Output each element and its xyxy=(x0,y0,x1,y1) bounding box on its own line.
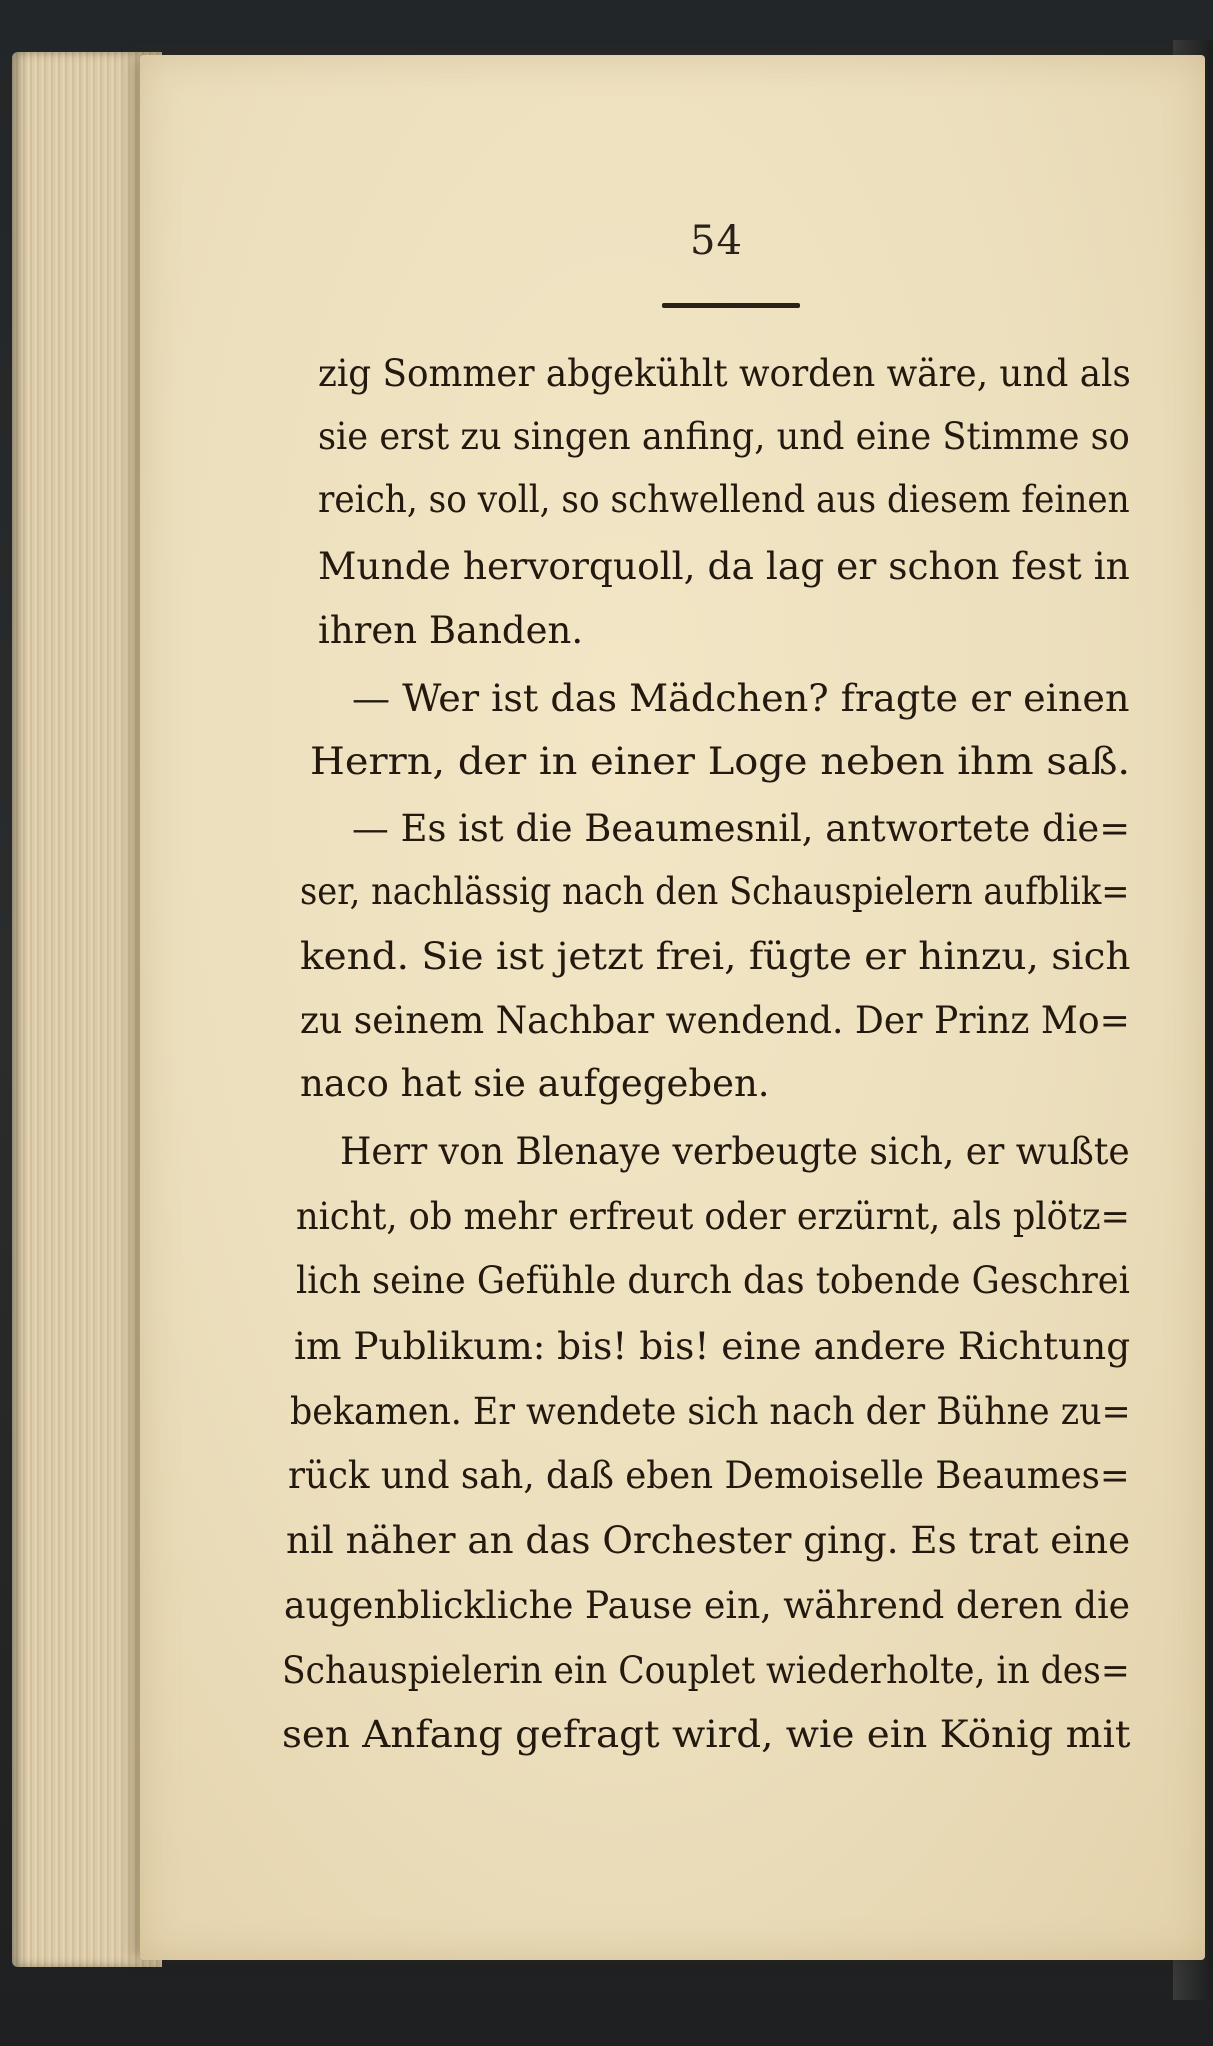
text-line: Schauspielerin ein Couplet wiederholte, in des= xyxy=(282,1649,1130,1692)
text-line: im Publikum: bis! bis! eine andere Richtung xyxy=(294,1325,1131,1368)
page-number: 54 xyxy=(690,218,743,264)
text-line: ihren Banden. xyxy=(318,609,584,652)
text-line: naco hat sie aufgegeben. xyxy=(300,1062,770,1105)
text-line: augenblickliche Pause ein, während deren die xyxy=(284,1584,1131,1627)
text-line: Herrn, der in einer Loge neben ihm saß. xyxy=(310,740,1131,783)
text-line: ser, nachlässig nach den Schauspielern aufblik= xyxy=(300,870,1130,913)
text-line: — Es ist die Beaumesnil, antwortete die= xyxy=(352,807,1131,850)
text-line: reich, so voll, so schwellend aus diesem feinen xyxy=(318,478,1130,521)
text-line: zu seinem Nachbar wendend. Der Prinz Mo= xyxy=(300,999,1130,1042)
text-line: nicht, ob mehr erfreut oder erzürnt, als plötz= xyxy=(296,1195,1130,1238)
text-line: lich seine Gefühle durch das tobende Geschrei xyxy=(296,1259,1130,1302)
text-line: rück und sah, daß eben Demoiselle Beaumes= xyxy=(288,1454,1130,1497)
text-line: nil näher an das Orchester ging. Es trat eine xyxy=(286,1519,1131,1562)
text-line: sie erst zu singen anfing, und eine Stimme so xyxy=(318,415,1130,458)
text-line: sen Anfang gefragt wird, wie ein König mit xyxy=(282,1713,1131,1756)
text-line: kend. Sie ist jetzt frei, fügte er hinzu, sich xyxy=(300,935,1131,978)
text-line: Munde hervorquoll, da lag er schon fest in xyxy=(318,545,1130,588)
text-line: — Wer ist das Mädchen? fragte er einen xyxy=(352,677,1130,720)
text-line: Herr von Blenaye verbeugte sich, er wußte xyxy=(340,1130,1130,1173)
text-line: bekamen. Er wendete sich nach der Bühne zu= xyxy=(290,1390,1131,1433)
text-line: zig Sommer abgekühlt worden wäre, und als xyxy=(318,352,1131,395)
